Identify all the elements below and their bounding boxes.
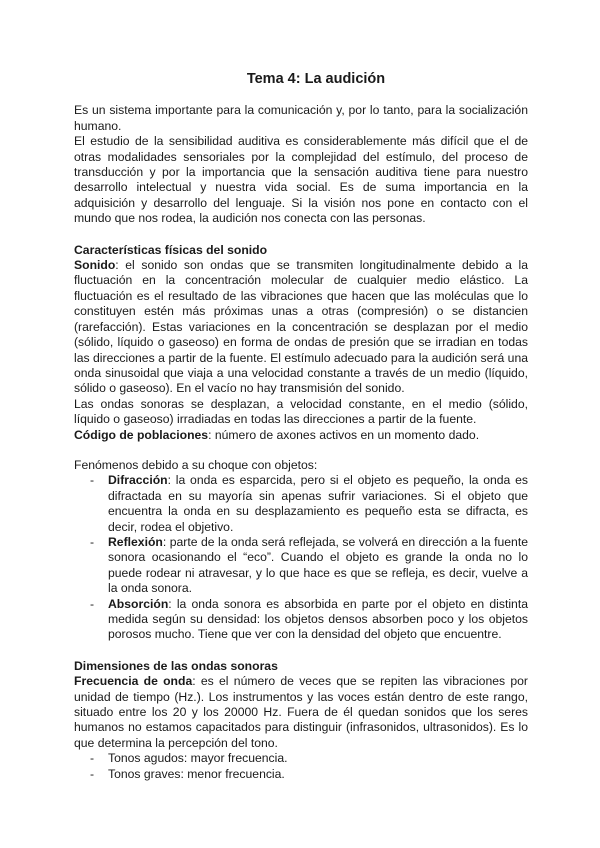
term-difraccion: Difracción xyxy=(108,473,168,488)
term-frecuencia: Frecuencia de onda xyxy=(74,674,193,689)
intro-paragraph-1: Es un sistema importante para la comunicación y, por lo tanto, para la socialización humano. xyxy=(74,103,528,133)
list-item-tonos-graves xyxy=(74,767,528,782)
term-codigo-poblaciones: Código de poblaciones xyxy=(74,427,209,442)
list-item-difraccion xyxy=(74,473,528,535)
text-absorcion: : la onda sonora es absorbida en parte por el objeto en distinta medida según su densidad: los objetos densos absorben poco y los objetos porosos mucho. Tiene que ver con la densidad del objeto que encuentre. xyxy=(108,596,528,642)
text-tonos-agudos: Tonos agudos: mayor frecuencia. xyxy=(108,751,288,766)
text-tonos-graves: Tonos graves: menor frecuencia. xyxy=(108,766,285,781)
paragraph-fenomenos-intro: Fenómenos debido a su choque con objetos: xyxy=(74,457,318,472)
section-heading-dimensiones: Dimensiones de las ondas sonoras xyxy=(74,658,278,673)
dash-bullet: - xyxy=(90,751,95,766)
text-codigo-poblaciones: : número de axones activos en un momento dado. xyxy=(208,427,480,442)
paragraph-ondas-sonoras: Las ondas sonoras se desplazan, a velocidad constante, en el medio (sólido, líquido o gaseoso) irradiadas en todas las direcciones a partir de la fuente. xyxy=(74,396,528,427)
list-item-reflexion xyxy=(74,535,528,597)
dash-bullet: - xyxy=(90,766,95,781)
list-item-tonos-agudos xyxy=(74,751,528,766)
paragraph-codigo-poblaciones xyxy=(74,428,528,443)
text-difraccion: : la onda es esparcida, pero si el objeto es pequeño, la onda es difractada en su mayoría sin apenas sufrir variaciones. Si el objeto que encuentra la onda en su desplazamiento es pequeño esta se difracta, es decir, rodea el objetivo. xyxy=(108,473,528,534)
page-title: Tema 4: La audición xyxy=(246,71,386,87)
term-reflexion: Reflexión xyxy=(108,534,163,549)
term-absorcion: Absorción xyxy=(108,596,169,611)
tonos-list xyxy=(74,751,528,782)
dash-bullet: - xyxy=(90,473,95,488)
section-heading-caracteristicas: Características físicas del sonido xyxy=(74,242,268,257)
list-item-absorcion xyxy=(74,597,528,643)
spacer xyxy=(74,443,528,458)
fenomenos-list xyxy=(74,473,528,642)
dash-bullet: - xyxy=(90,596,95,611)
paragraph-frecuencia xyxy=(74,674,528,751)
term-sonido: Sonido xyxy=(74,258,116,273)
intro-paragraph-2: El estudio de la sensibilidad auditiva es considerablemente más difícil que el de otras modalidades sensoriales por la complejidad del estímulo, del proceso de transducción y por la importancia que la sensación auditiva tiene para nuestro desarrollo intelectual y nuestra vida social. Es de suma importancia en la adquisición y desarrollo del lenguaje. Si la visión nos pone en contacto con el mundo que nos rodea, la audición nos conecta con las personas. xyxy=(74,134,528,226)
paragraph-sonido xyxy=(74,258,528,397)
text-frecuencia: : es el número de veces que se repiten las vibraciones por unidad de tiempo (Hz.). Los instrumentos y las voces están dentro de este rango, situado entre los 20 y los 20000 Hz. Fuera de él quedan sonidos que los seres humanos no estamos capacitados para distinguir (infrasonidos, ultrasonidos). Es lo que determina la percepción del tono. xyxy=(74,674,528,750)
text-reflexion: : parte de la onda será reflejada, se volverá en dirección a la fuente sonora ocasionando el “eco”. Cuando el objeto es grande la onda no lo puede rodear ni atravesar, y lo que hace es que se refleja, es decir, vuelve a la onda sonora. xyxy=(108,534,528,596)
text-sonido: : el sonido son ondas que se transmiten longitudinalmente debido a la fluctuación en la concentración molecular de cualquier medio elástico. La fluctuación es el resultado de las vibraciones que hacen que las moléculas que lo constituyen estén más próximas unas a otras (compresión) o se distancien (rarefacción). Estas variaciones en la concentración se desplazan por el medio (sólido, líquido o gaseoso) en forma de ondas de presión que se irradian en todas las direcciones a partir de la fuente. El estímulo adecuado para la audición será una onda sinusoidal que viaja a una velocidad constante a través de un medio (líquido, sólido o gaseoso). En el vacío no hay transmisión del sonido. xyxy=(74,258,528,396)
dash-bullet: - xyxy=(90,534,95,549)
